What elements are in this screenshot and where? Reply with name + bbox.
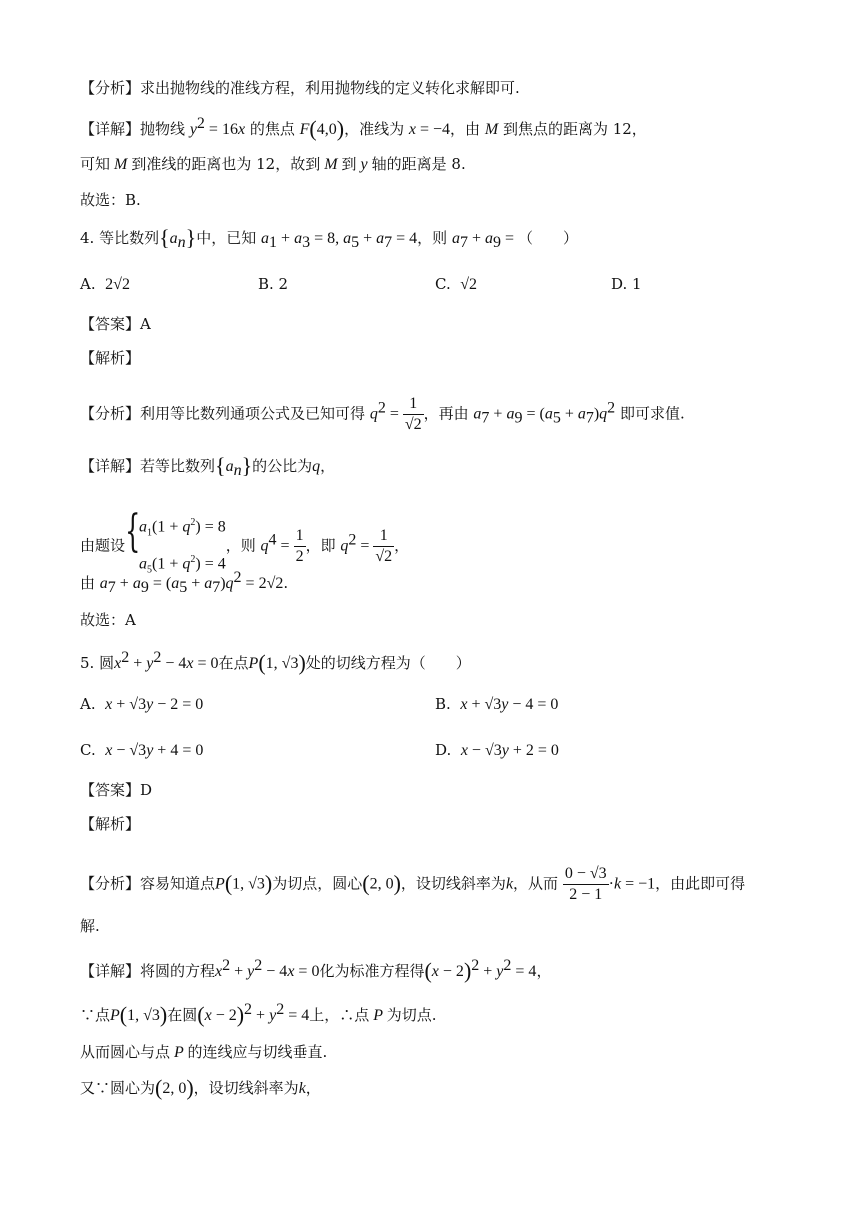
q5-detail: 【详解】将圆的方程$x^2 + y^2 - 4x = 0$化为标准方程得$(x - 2)^2 + y^2 = 4$， <box>80 957 552 983</box>
q4-choose: 故选：A <box>80 611 136 629</box>
q4-answer: 【答案】A <box>80 315 151 333</box>
q5-analysis-2: 解. <box>80 917 100 935</box>
q4-option-b: B. 2 <box>258 275 289 293</box>
q4-jiexi: 【解析】 <box>80 349 141 367</box>
q5-since: ∵点P(1, √3)在圆$(x - 2)^2 + y^2 = 4$上，∴点 P 为切点. <box>80 1001 437 1027</box>
q5-perp: 从而圆心与点 P 的连线应与切线垂直. <box>80 1043 328 1061</box>
q4-analysis: 【分析】利用等比数列通项公式及已知可得 $q^2$ = $\frac{1}{√2}$ ，再由 $a_7 + a_9 = (a_5 + a_7)q^2$ 即可求值. <box>80 395 685 433</box>
q5-center: 又∵圆心为(2, 0)，设切线斜率为k， <box>80 1075 321 1100</box>
q5-option-c: C. x − √3y + 4 = 0 <box>80 741 204 759</box>
q4-detail: 【详解】若等比数列$\{a_n\}$的公比为q， <box>80 453 336 479</box>
q5-option-b: B. x + √3y − 4 = 0 <box>435 695 559 713</box>
s1-detail: 【详解】抛物线 $y^2 = 16x$ 的焦点 F(4,0)，准线为 x = −4，由 M 到焦点的距离为 12， <box>80 115 647 141</box>
q5-option-d: D. x − √3y + 2 = 0 <box>435 741 559 759</box>
s1-choose: 故选：B. <box>80 191 141 209</box>
s1-detail-2: 可知 M 到准线的距离也为 12，故到 M 到 y 轴的距离是 8. <box>80 155 466 173</box>
analysis-tag: 【分析】 <box>80 79 141 97</box>
s1-analysis: 【分析】求出抛物线的准线方程，利用抛物线的定义转化求解即可. <box>80 79 520 97</box>
q5-jiexi: 【解析】 <box>80 815 141 833</box>
q4-option-a: A. 2√2 <box>80 275 130 293</box>
q4-option-d: D. 1 <box>611 275 642 293</box>
q5-option-a: A. x + √3y − 2 = 0 <box>80 695 204 713</box>
q4-setup: 由题设 { $a_1(1 + q^2) = 8$ $a_5(1 + q^2) = 4$ ，则 $q^4$ = $\frac{1}{2}$ ，即 $q^2$ = $\frac{1}{√2}$ ， <box>80 506 410 576</box>
q4-option-c: C. √2 <box>435 275 478 293</box>
q5-analysis: 【分析】容易知道点P(1, √3)为切点，圆心(2, 0)，设切线斜率为k，从而 $\frac{0 - √3}{2 - 1}$ ·k = −1，由此即可得 <box>80 865 746 903</box>
q4-stem: 4. 等比数列$\{a_n\}$中，已知 $a_1 + a_3 = 8$, $a_5 + a_7 = 4$，则 $a_7 + a_9$ = （ ） <box>80 225 579 251</box>
q5-answer: 【答案】D <box>80 781 153 799</box>
q4-result: 由 $a_7 + a_9 = (a_5 + a_7)q^2 = 2√2$. <box>80 569 289 596</box>
q5-stem: 5. 圆$x^2 + y^2 - 4x = 0$在点P(1, √3)处的切线方程为（ ） <box>80 649 471 675</box>
